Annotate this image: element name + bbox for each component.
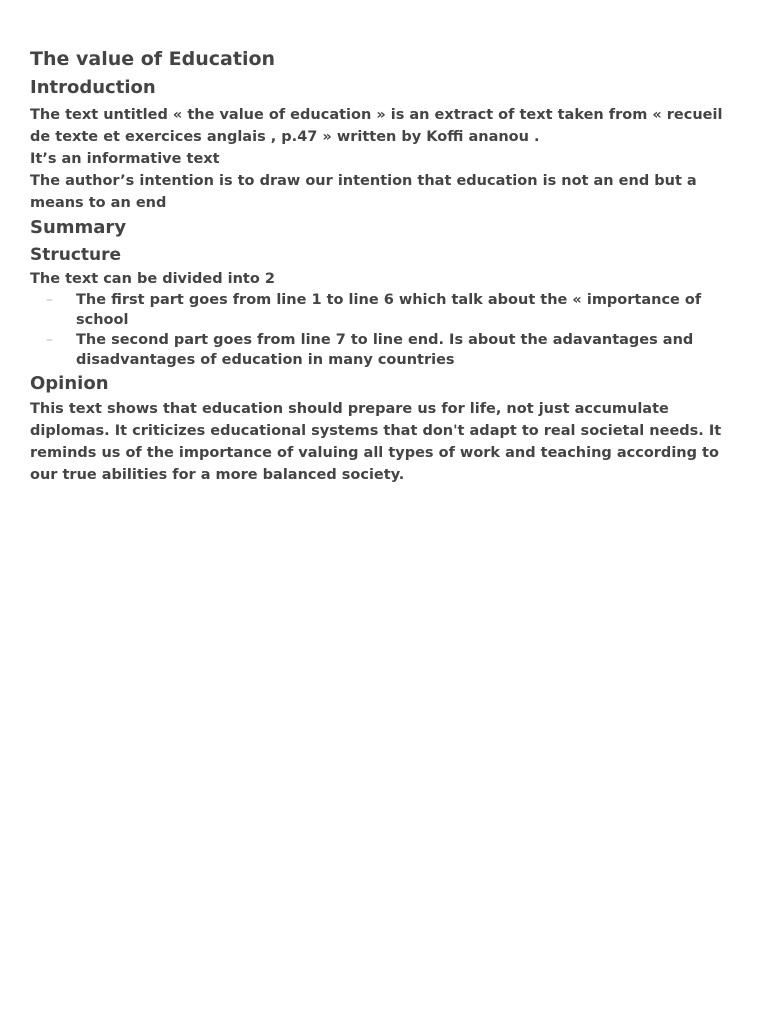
list-item-text: The first part goes from line 1 to line 6 which talk about the « importance of school bbox=[76, 292, 702, 328]
introduction-heading: Introduction bbox=[30, 77, 156, 98]
structure-heading: Structure bbox=[30, 245, 122, 265]
introduction-paragraph-source: The text untitled « the value of education » is an extract of text taken from « recueil de texte et exercices anglais , p.47 » written by Koffi ananou . bbox=[30, 107, 723, 145]
dash-bullet-icon: – bbox=[46, 332, 54, 348]
list-item bbox=[30, 290, 742, 330]
introduction-paragraph-intention: The author’s intention is to draw our intention that education is not an end but a means to an end bbox=[30, 173, 697, 211]
summary-heading: Summary bbox=[30, 217, 127, 238]
opinion-paragraph: This text shows that education should prepare us for life, not just accumulate diplomas. It criticizes educational systems that don't adapt to real societal needs. It reminds us of the importance of valuing all types of work and teaching according to our true abilities for a more balanced society. bbox=[30, 401, 722, 483]
structure-lead: The text can be divided into 2 bbox=[30, 271, 275, 287]
structure-list bbox=[30, 290, 742, 370]
dash-bullet-icon: – bbox=[46, 292, 54, 308]
list-item-text: The second part goes from line 7 to line end. Is about the adavantages and disadvantages of education in many countries bbox=[76, 332, 694, 368]
introduction-paragraph-type: It’s an informative text bbox=[30, 151, 220, 167]
document-title: The value of Education bbox=[30, 48, 276, 70]
opinion-heading: Opinion bbox=[30, 373, 109, 394]
list-item bbox=[30, 330, 742, 370]
document-page bbox=[30, 44, 742, 486]
